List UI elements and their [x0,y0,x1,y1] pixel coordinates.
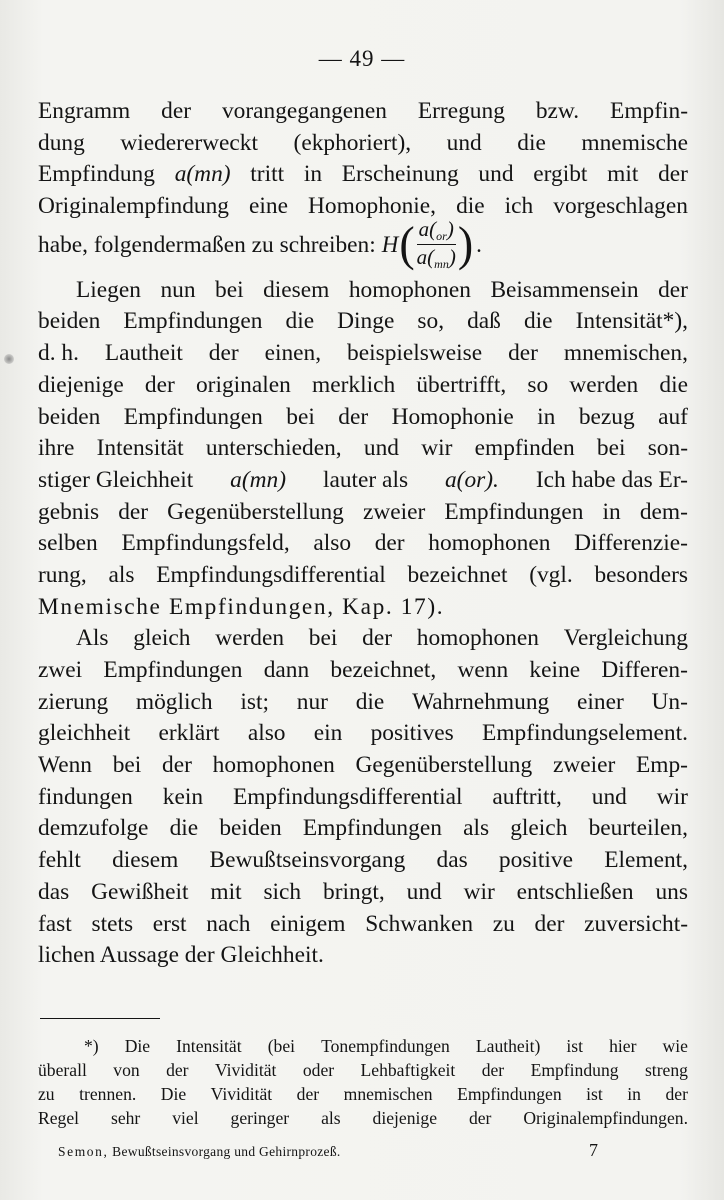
word: werden [569,371,639,398]
word: auftritt, [492,783,562,810]
word: bei [286,403,315,430]
word: homophonen [348,276,471,303]
text-line [38,433,688,465]
word: ihre [38,435,75,462]
word: die [659,371,688,398]
word: Vividität [214,1060,277,1080]
word: trennen. [79,1084,137,1104]
word: Empfindungen [123,308,263,335]
word: Intensität*), [575,308,688,335]
word: empfinden [474,435,575,462]
word: Regel [38,1108,80,1128]
word: mnemischen, [563,340,688,367]
word: bezeichnet, [330,657,437,683]
word: und [478,161,514,188]
word: bei [215,276,244,303]
word: bezeichnet [407,561,508,588]
homophonie-formula [381,216,482,271]
word: son- [647,435,688,462]
word: gleich [510,815,568,842]
word: positive [498,847,573,874]
word: ergibt [533,161,588,188]
signature-title: Bewußtseinsvorgang und Gehirnprozeß. [112,1144,341,1159]
text-line [38,338,688,370]
word: Intensität [176,1036,242,1056]
text-segment: habe, folgendermaßen zu schreiben: [38,231,376,258]
word: der [508,340,538,367]
text-line [38,128,688,160]
word: der [534,910,565,937]
text-line [38,909,688,941]
text-line [38,718,688,750]
word: Emp- [636,752,688,779]
word: bei [308,625,338,652]
word: keine [529,657,581,683]
word: bei [596,435,626,462]
word: die [355,688,385,715]
word: der [162,752,192,779]
word: der [665,1084,688,1104]
word: d. h. [38,340,79,367]
formula-fraction [416,216,456,271]
word: ist; [240,688,269,715]
text-line [38,370,688,402]
word: diesem [263,276,330,303]
word: Lautheit) [475,1036,541,1056]
word: beiden [38,308,101,335]
word: in [627,1084,641,1104]
word: oder [302,1060,335,1080]
word: Empfindungen [457,1084,562,1104]
word: das [38,878,70,905]
word: ich [504,193,534,220]
text-line [38,528,688,560]
word: (ekphoriert), [293,129,412,156]
text-line: Mnemische Empfindungen, Kap. 17). [38,593,445,620]
text-line [38,813,688,845]
word: zuversicht- [584,910,688,937]
word: einen, [264,340,322,367]
ink-smudge [4,354,14,364]
word: Differenzie- [574,530,688,557]
word: entschließen [516,878,634,905]
signature-author: Semon, [58,1144,109,1159]
word: zweier [552,752,616,779]
word: demzufolge [38,815,149,842]
word: die [523,308,553,335]
word: erklärt [158,720,220,747]
word: selben [38,530,98,557]
word: Empfindungsdifferential [232,783,463,810]
word: Homophonie [391,403,514,430]
signature-text [58,1144,341,1160]
footnote-line [38,1058,688,1082]
word: Lautheit [104,340,183,367]
word: möglich [135,688,213,715]
word: streng [644,1060,688,1080]
word: ist [566,1036,584,1056]
word: Differen- [601,657,688,683]
word: Beisammensein [490,276,639,303]
word: dung [38,129,85,156]
footnote-line [38,1082,688,1106]
word: Erregung [417,98,505,124]
word: Wahrnehmung [412,688,550,715]
word: zwei [38,657,83,683]
text-line [38,275,688,307]
word: Un- [651,688,688,715]
word: Vergleichung [563,625,688,652]
word: so [527,371,549,398]
word: werden [215,625,285,652]
word: mnemischen [343,1084,433,1104]
word: wenn [457,657,509,683]
word: also [313,530,352,557]
word: tritt [250,161,285,188]
word: wie [662,1036,688,1056]
word: Schwanken [365,910,474,937]
word: der [144,371,175,398]
formula-subscript: mn [434,256,449,271]
word: eine [249,193,288,220]
word: als [321,1108,341,1128]
word: zu [38,1084,55,1104]
word: bezug [578,403,635,430]
word: kein [162,783,204,810]
word: homophonen [416,625,539,652]
word: ist [586,1084,603,1104]
word: geringer [230,1108,290,1128]
word: mit [210,878,242,905]
word: gebnis [38,498,100,525]
text-line [38,623,688,655]
word: in [303,161,323,188]
word: (bei [267,1036,296,1056]
word: mnemische [581,129,688,156]
word: Originalempfindung [38,193,229,220]
word: fast [38,910,72,937]
formula-numerator: $a(_{or})$ [418,216,454,243]
word: als [463,815,490,842]
word: (vgl. [529,561,573,588]
footnote-line [38,1106,688,1130]
text-line [38,782,688,814]
word: sehr [110,1108,141,1128]
word: einigem [270,910,346,937]
word: der [658,276,688,303]
word: die [285,308,315,335]
word: Gewißheit [91,878,189,905]
footnote [38,1034,688,1130]
word: Gegenüberstellung [167,498,344,525]
word: fehlt [38,847,81,874]
word: Empfin- [610,98,688,124]
word: diejenige [38,371,124,398]
word: der [166,1060,189,1080]
text-line [38,159,688,191]
word: die [169,815,199,842]
word: gleich [133,625,191,652]
word: Intensität [96,435,184,462]
word: und [446,129,482,156]
word: gleichheit [38,720,131,747]
word: Die [124,1036,151,1056]
word: Tonempfindungen [321,1036,450,1056]
word: als [108,561,135,588]
text-segment: stiger Gleichheit [38,466,194,493]
word: das [436,847,468,874]
word: beiden [219,815,282,842]
word: einer [577,688,624,715]
word: Empfindung [530,1060,619,1080]
word: der [161,98,192,124]
word: beispielsweise [347,340,483,367]
word: Bewußtseinsvorgang [209,847,406,874]
formula-period: . [476,231,482,257]
word: unterschieden, [205,435,342,462]
word: wiedererweckt [120,129,258,156]
word: Die [160,1084,187,1104]
word: homophonen [212,752,335,779]
sheet-signature [58,1140,598,1161]
word: Lehbaftigkeit [360,1060,456,1080]
formula-paren-right: ) [457,216,474,271]
word: wir [421,435,453,462]
word: Element, [604,847,688,874]
word: diesem [112,847,179,874]
word: die [517,129,546,156]
word: daß [467,308,501,335]
footnote-divider [40,1018,160,1019]
word: Gegenüberstellung [355,752,533,779]
word: vorgeschlagen [553,193,688,220]
word: Als [76,625,109,652]
word: zu [492,910,515,937]
word: beurteilen, [588,815,688,842]
word: Dinge [337,308,395,335]
word: zierung [38,688,109,715]
word: nun [160,276,196,303]
text-segment: lauter als [322,466,409,493]
word: der [208,340,239,367]
word: homophonen [428,530,551,557]
word: übertrifft, [416,371,507,398]
word: so, [417,308,445,335]
word: vorangegangenen [221,98,387,124]
word: bringt, [323,878,385,905]
word: zweier [362,498,426,525]
word: Homophonie, [308,193,437,220]
word: in [602,498,621,525]
word: Empfindungselement. [482,720,688,747]
text-line [38,560,688,592]
word: der [481,1060,505,1080]
word: wir [656,783,688,810]
word: *) [84,1036,99,1056]
word: der [374,530,405,557]
formula-paren-left: ( [399,216,415,271]
word: merklich [312,371,396,398]
word: rung, [38,561,87,588]
word: stets [91,910,134,937]
word: der [658,161,688,188]
word: der [296,1084,320,1104]
word: in [537,403,556,430]
text-line [38,96,688,128]
signature-sheet-number: 7 [589,1140,598,1160]
word: der [338,403,369,430]
text-segment: Ich habe das Er- [535,466,688,493]
word: der [118,498,149,525]
word: Empfindungen [302,815,442,842]
word: sich [263,878,302,905]
word: uns [655,878,688,905]
text-line [38,216,688,275]
word: Vividität [210,1084,273,1104]
word: und [591,783,627,810]
word: mit [607,161,639,188]
formula-denominator: $a(_{mn})$ [416,244,456,271]
word: Liegen [76,276,141,303]
word: Empfindungen [444,498,584,525]
text-line [38,465,688,497]
math-expression: a(mn) [174,161,231,188]
word: Empfindungen [103,657,243,683]
math-expression: a(or). [444,466,499,493]
word: originalen [195,371,291,398]
text-line: lichen Aussage der Gleichheit. [38,942,324,969]
body-text [38,96,688,972]
word: besonders [594,561,688,588]
formula-symbol: a [416,244,428,269]
word: überall [38,1060,87,1080]
text-line [38,306,688,338]
word: bei [112,752,142,779]
word: und [363,435,399,462]
word: von [113,1060,140,1080]
formula-symbol: a [418,216,430,241]
word: erst [152,910,187,937]
word: wir [463,878,495,905]
text-line [38,687,688,719]
text-line [38,750,688,782]
word: und [406,878,442,905]
formula-h: H [381,231,399,257]
word: Empfindungsdifferential [156,561,386,588]
text-line [38,402,688,434]
word: also [247,720,286,747]
word: nach [206,910,251,937]
footnote-line [38,1034,688,1058]
word: dem- [639,498,688,525]
word: Empfindungsfeld, [121,530,290,557]
word: viel [172,1108,199,1128]
word: nur [296,688,328,715]
word: die [456,193,485,220]
word: Wenn [38,752,92,779]
word: der [362,625,393,652]
word: ein [313,720,343,747]
text-line [38,655,688,687]
page-number: — 49 — [318,46,406,71]
math-expression: a(mn) [230,466,287,493]
word: Erscheinung [341,161,459,188]
formula-subscript: or [436,228,447,243]
word: der [468,1108,492,1128]
text-line [38,845,688,877]
word: auf [658,403,688,430]
word: positives [370,720,454,747]
word: diejenige [372,1108,438,1128]
word: findungen [38,783,133,810]
word: bzw. [535,98,580,124]
word: hier [609,1036,637,1056]
word: Originalempfindungen. [523,1108,688,1128]
word: Engramm [38,98,131,124]
word: beiden [38,403,101,430]
text-line [38,877,688,909]
text-line [38,191,688,223]
word: dann [263,657,310,683]
text-line [38,497,688,529]
word: Empfindungen [123,403,263,430]
text-segment: Empfindung [38,161,155,188]
